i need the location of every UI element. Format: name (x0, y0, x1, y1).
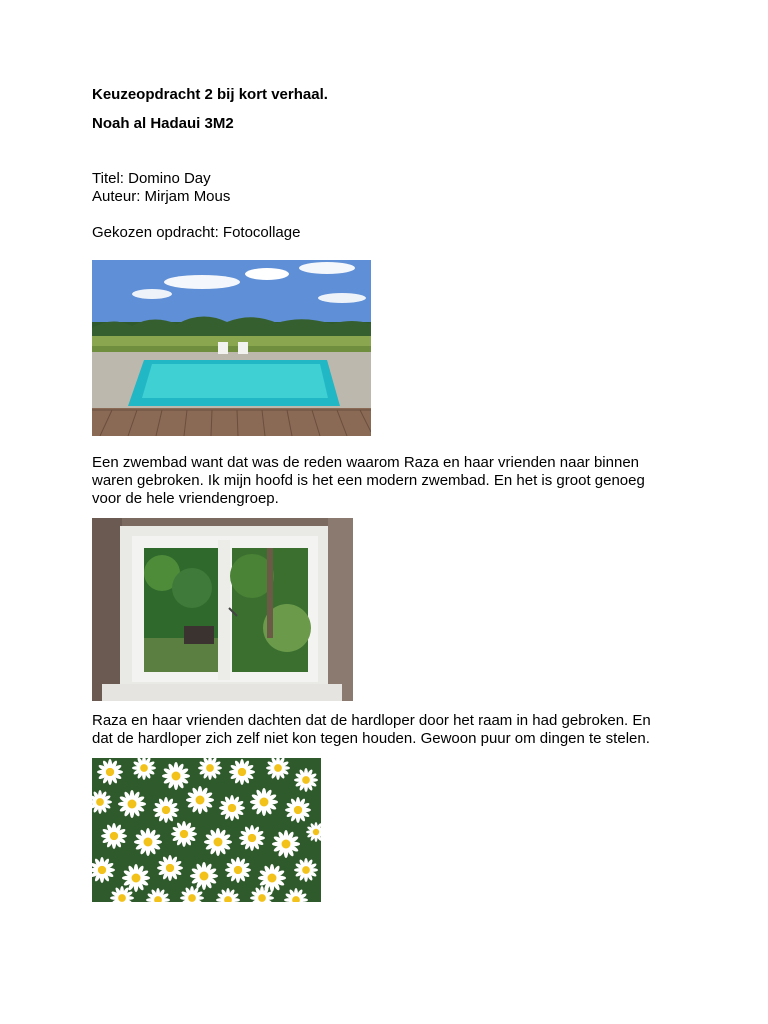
author-line: Auteur: Mirjam Mous (92, 188, 231, 205)
window-caption-line-1: Raza en haar vrienden dachten dat de hardloper door het raam in had gebroken. En (92, 712, 651, 729)
assignment-heading: Keuzeopdracht 2 bij kort verhaal. (92, 86, 328, 103)
title-line: Titel: Domino Day (92, 170, 211, 187)
window-caption-line-2: dat de hardloper zich zelf niet kon tegen houden. Gewoon puur om dingen te stelen. (92, 730, 650, 747)
window-photo (92, 518, 353, 701)
pool-photo (92, 260, 371, 436)
daisies-photo (92, 758, 321, 902)
pool-caption-line-1: Een zwembad want dat was de reden waarom Raza en haar vrienden naar binnen (92, 454, 640, 471)
pool-caption-line-2: waren gebroken. Ik mijn hoofd is het een modern zwembad. En het is groot genoeg (92, 472, 645, 489)
pool-caption-line-3: voor de hele vriendengroep. (92, 490, 279, 507)
assignment-choice: Gekozen opdracht: Fotocollage (92, 224, 301, 241)
student-name: Noah al Hadaui 3M2 (92, 115, 234, 132)
